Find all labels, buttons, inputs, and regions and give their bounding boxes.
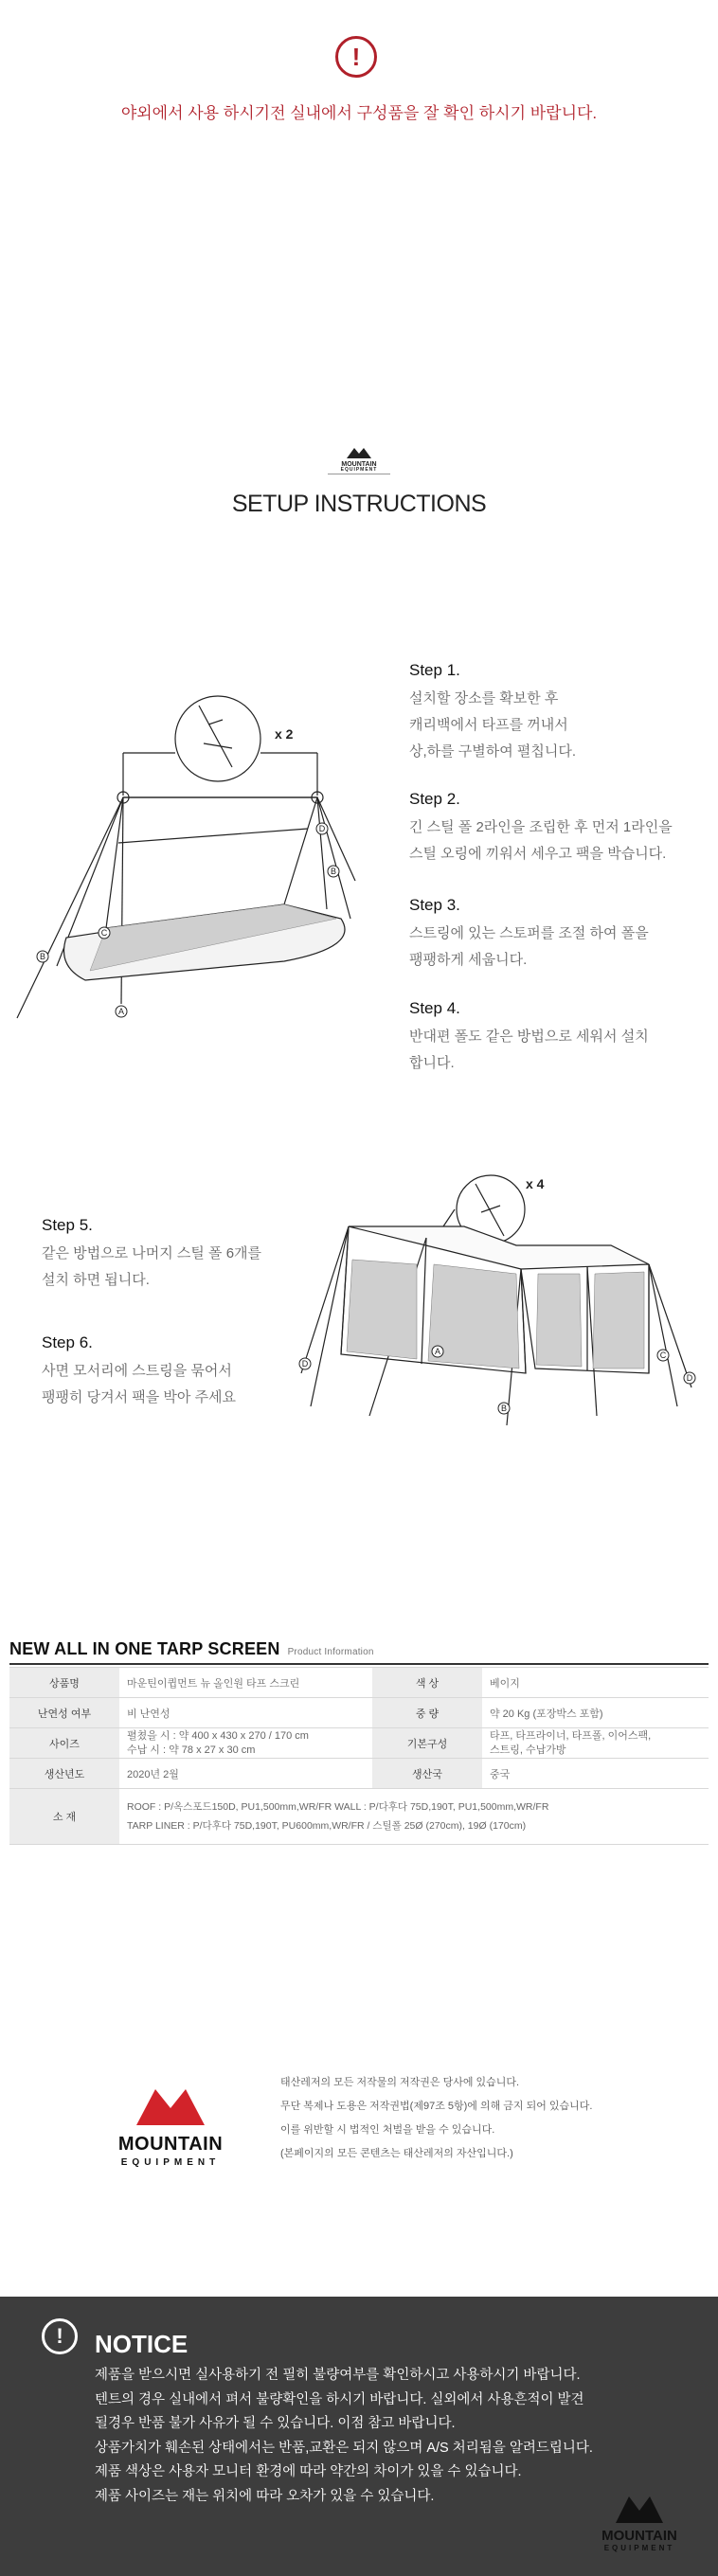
step-line: 같은 방법으로 나머지 스틸 폴 6개를 xyxy=(42,1245,262,1261)
product-info-subtitle: Product Information xyxy=(287,1647,374,1657)
notice-line: 텐트의 경우 실내에서 펴서 불량확인을 하시기 바랍니다. 실외에서 사용흔적이 발견 xyxy=(95,2391,584,2407)
warning-icon: ! xyxy=(335,36,377,78)
step-line: 합니다. xyxy=(409,1055,455,1071)
spec-value: 마운틴이큅먼트 뉴 올인원 타프 스크린 xyxy=(119,1668,372,1698)
brand-logo-large xyxy=(95,2084,246,2168)
notice-line: 제품을 받으시면 실사용하기 전 필히 불량여부를 확인하시고 사용하시기 바랍니다. xyxy=(95,2368,581,2383)
copyright-line: (본페이지의 모든 콘텐츠는 태산레저의 자산입니다.) xyxy=(280,2148,513,2159)
table-top-rule xyxy=(9,1663,709,1665)
warning-text: 야외에서 사용 하시기전 실내에서 구성품을 잘 확인 하시기 바랍니다. xyxy=(120,104,598,122)
brand-logo-small xyxy=(321,447,397,474)
spec-value: 약 20 Kg (포장박스 포함) xyxy=(482,1698,709,1728)
notice-line: 제품 색상은 사용자 모니터 환경에 따라 약간의 차이가 있을 수 있습니다. xyxy=(95,2464,522,2479)
step-title: Step 3. xyxy=(409,896,460,914)
spec-label: 생산년도 xyxy=(9,1759,119,1789)
step-title: Step 2. xyxy=(409,790,460,808)
marker-c: C xyxy=(100,928,108,938)
copyright-line: 무단 복제나 도용은 저작권법(제97조 5항)에 의해 금지 되어 있습니다. xyxy=(280,2101,593,2112)
step-5 xyxy=(42,1216,261,1294)
marker-d-right: D xyxy=(686,1373,693,1383)
step-6 xyxy=(42,1333,236,1411)
brand-line2: EQUIPMENT xyxy=(340,467,378,474)
marker-a: A xyxy=(117,1007,125,1016)
spec-value: 비 난연성 xyxy=(119,1698,372,1728)
step-line: 캐리백에서 타프를 꺼내서 xyxy=(409,717,568,733)
mountain-logo-icon xyxy=(95,2084,246,2125)
table-row xyxy=(9,1668,709,1698)
notice-body xyxy=(95,2364,593,2509)
table-row xyxy=(9,1728,709,1759)
table-row xyxy=(9,1759,709,1789)
notice-line: 상품가치가 훼손된 상태에서는 반품,교환은 되지 않으며 A/S 처리됨을 알려드립니다. xyxy=(95,2440,593,2456)
step-line: 사면 모서리에 스트링을 묶어서 xyxy=(42,1363,232,1379)
brand-line2: EQUIPMENT xyxy=(120,2157,221,2168)
spec-label: 색 상 xyxy=(372,1668,482,1698)
spec-label: 중 량 xyxy=(372,1698,482,1728)
mountain-logo-icon xyxy=(587,2493,691,2523)
marker-b-right: B xyxy=(330,867,337,876)
spec-value: 중국 xyxy=(482,1759,709,1789)
step-line: 스틸 오링에 끼워서 세우고 팩을 박습니다. xyxy=(409,846,667,862)
spec-value: 2020년 2월 xyxy=(119,1759,372,1789)
step-line: 설치할 장소를 확보한 후 xyxy=(409,690,559,707)
material-line: ROOF : P/옥스포드150D, PU1,500mm,WR/FR WALL : P/다후다 75D,190T, PU1,500mm,WR/FR xyxy=(127,1801,549,1813)
marker-a: A xyxy=(434,1347,441,1356)
step-line: 스트링에 있는 스토퍼를 조절 하여 폴을 xyxy=(409,925,649,941)
step-line: 긴 스틸 폴 2라인을 조립한 후 먼저 1라인을 xyxy=(409,819,673,835)
brand-line1: MOUNTAIN xyxy=(601,2528,677,2544)
step-4 xyxy=(409,999,649,1077)
brand-logo-corner xyxy=(587,2493,691,2552)
copyright-notice xyxy=(280,2071,592,2166)
spec-value: 펼쳤을 시 : 약 400 x 430 x 270 / 170 cm 수납 시 : 약 78 x 27 x 30 cm xyxy=(119,1728,372,1759)
marker-d: D xyxy=(301,1359,309,1368)
copyright-line: 태산레저의 모든 저작물의 저작권은 당사에 있습니다. xyxy=(280,2077,520,2088)
material-line: TARP LINER : P/다후다 75D,190T, PU600mm,WR/FR / 스틸폴 25Ø (270cm), 19Ø (170cm) xyxy=(127,1820,527,1832)
spec-label: 사이즈 xyxy=(9,1728,119,1759)
multiplier-label: x 4 xyxy=(526,1176,545,1191)
mountain-logo-icon xyxy=(347,447,371,458)
spec-label: 기본구성 xyxy=(372,1728,482,1759)
step-line: 설치 하면 됩니다. xyxy=(42,1272,150,1288)
spec-label: 소 재 xyxy=(9,1789,119,1845)
step-2 xyxy=(409,790,673,868)
spec-value: 베이지 xyxy=(482,1668,709,1698)
step-title: Step 1. xyxy=(409,661,460,679)
spec-label: 상품명 xyxy=(9,1668,119,1698)
detail-magnifier xyxy=(175,696,260,781)
marker-b-left: B xyxy=(39,952,46,961)
spec-label: 생산국 xyxy=(372,1759,482,1789)
notice-title: NOTICE xyxy=(95,2330,188,2358)
spec-label: 난연성 여부 xyxy=(9,1698,119,1728)
brand-line2: EQUIPMENT xyxy=(603,2544,675,2552)
step-line: 상,하를 구별하여 펼칩니다. xyxy=(409,743,577,760)
notice-line: 제품 사이즈는 재는 위치에 따라 오차가 있을 수 있습니다. xyxy=(95,2488,435,2504)
table-row xyxy=(9,1698,709,1728)
product-name-heading: NEW ALL IN ONE TARP SCREEN xyxy=(9,1639,280,1658)
step-line: 반대편 폴도 같은 방법으로 세워서 설치 xyxy=(409,1029,649,1045)
step-line: 팽팽히 당겨서 팩을 박아 주세요 xyxy=(42,1389,237,1405)
multiplier-label: x 2 xyxy=(275,726,294,742)
setup-diagram-1 xyxy=(0,635,379,1051)
step-1 xyxy=(409,661,576,765)
spec-value-material xyxy=(119,1789,709,1845)
marker-d: D xyxy=(318,824,326,833)
step-title: Step 6. xyxy=(42,1333,93,1351)
spec-value: 타프, 타프라이너, 타프폴, 이어스팩, 스트링, 수납가방 xyxy=(482,1728,709,1759)
setup-diagram-2 xyxy=(284,1170,710,1454)
brand-line1: MOUNTAIN xyxy=(117,2134,224,2155)
table-row xyxy=(9,1789,709,1845)
product-spec-table xyxy=(9,1667,709,1845)
step-line: 팽팽하게 세웁니다. xyxy=(409,952,528,968)
product-info-title xyxy=(9,1639,374,1659)
step-3 xyxy=(409,896,649,974)
notice-line: 될경우 반품 불가 사유가 될 수 있습니다. 이점 참고 바랍니다. xyxy=(95,2416,456,2431)
notice-exclamation-icon: ! xyxy=(42,2318,78,2354)
marker-c: C xyxy=(659,1351,667,1360)
step-title: Step 5. xyxy=(42,1216,93,1234)
setup-title: SETUP INSTRUCTIONS xyxy=(231,491,487,517)
copyright-line: 이를 위반할 시 법적인 처벌을 받을 수 있습니다. xyxy=(280,2124,495,2136)
step-title: Step 4. xyxy=(409,999,460,1017)
brand-line1: MOUNTAIN xyxy=(341,460,377,468)
marker-b: B xyxy=(500,1404,508,1413)
